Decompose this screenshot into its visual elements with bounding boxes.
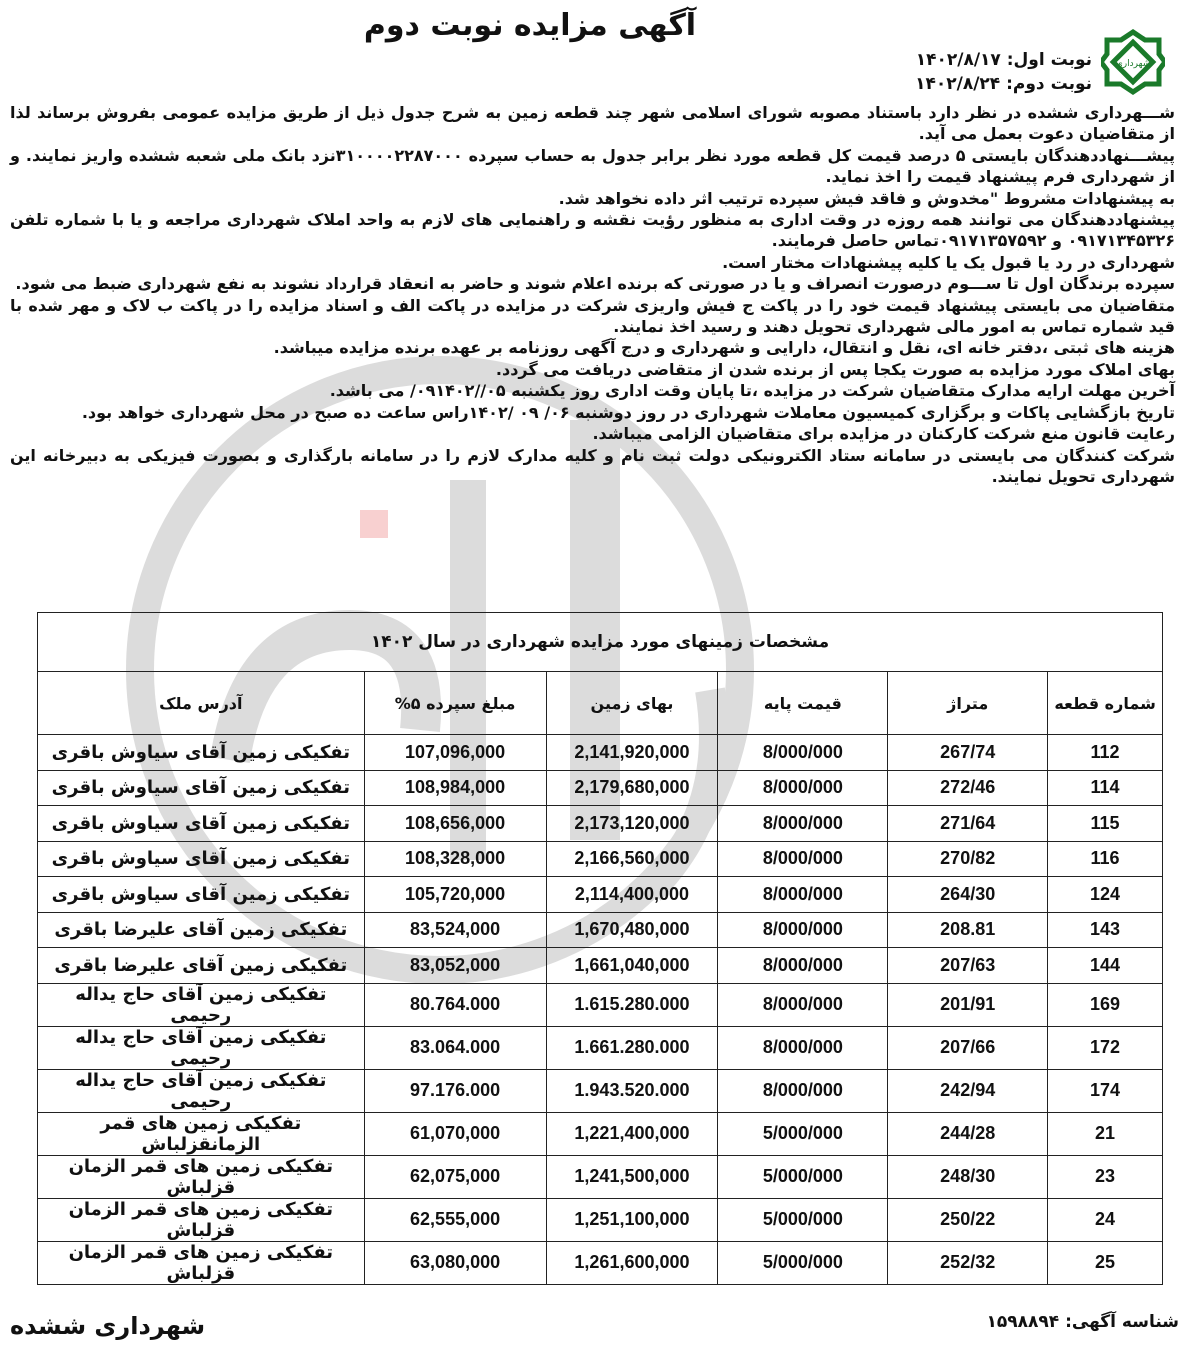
- cell-land-price: 1,261,600,000: [546, 1241, 718, 1284]
- municipality-logo: [1101, 26, 1165, 96]
- signature: شهرداری ششده: [10, 1312, 206, 1340]
- cell-deposit: 83,524,000: [364, 912, 546, 948]
- table-row: [38, 1026, 1163, 1069]
- cell-address: تفکیکی زمین آقای سیاوش باقری: [38, 770, 365, 806]
- cell-area: 208.81: [888, 912, 1048, 948]
- cell-deposit: 80.764.000: [364, 983, 546, 1026]
- cell-plot-number: 124: [1048, 877, 1163, 913]
- cell-deposit: 63,080,000: [364, 1241, 546, 1284]
- cell-plot-number: 112: [1048, 735, 1163, 771]
- second-round-date: نوبت دوم: ۱۴۰۲/۸/۲۴: [915, 74, 1092, 94]
- cell-deposit: 62,555,000: [364, 1198, 546, 1241]
- header-base-price: قیمت پایه: [718, 672, 888, 735]
- cell-address: تفکیکی زمین های قمر الزمان قزلباش: [38, 1198, 365, 1241]
- cell-base-price: 8/000/000: [718, 877, 888, 913]
- cell-area: 242/94: [888, 1069, 1048, 1112]
- cell-land-price: 1.943.520.000: [546, 1069, 718, 1112]
- table-row: [38, 1198, 1163, 1241]
- header-address: آدرس ملک: [38, 672, 365, 735]
- cell-base-price: 5/000/000: [718, 1198, 888, 1241]
- cell-deposit: 108,984,000: [364, 770, 546, 806]
- table-row: [38, 948, 1163, 984]
- cell-plot-number: 172: [1048, 1026, 1163, 1069]
- cell-deposit: 62,075,000: [364, 1155, 546, 1198]
- table-row: [38, 912, 1163, 948]
- cell-land-price: 2,179,680,000: [546, 770, 718, 806]
- header-deposit: مبلغ سپرده ۵%: [364, 672, 546, 735]
- cell-base-price: 5/000/000: [718, 1155, 888, 1198]
- cell-area: 201/91: [888, 983, 1048, 1026]
- svg-text:شهرداری: شهرداری: [1115, 59, 1151, 69]
- cell-base-price: 8/000/000: [718, 735, 888, 771]
- cell-land-price: 2,173,120,000: [546, 806, 718, 842]
- cell-plot-number: 144: [1048, 948, 1163, 984]
- table-row: [38, 1112, 1163, 1155]
- cell-area: 267/74: [888, 735, 1048, 771]
- cell-area: 252/32: [888, 1241, 1048, 1284]
- cell-deposit: 97.176.000: [364, 1069, 546, 1112]
- cell-address: تفکیکی زمین آقای حاج یداله رحیمی: [38, 983, 365, 1026]
- table-caption: مشخصات زمینهای مورد مزایده شهرداری در سال ۱۴۰۲: [38, 613, 1163, 672]
- municipality-logo-icon: [1101, 26, 1165, 96]
- paragraph: متقاضیان می بایستی پیشنهاد قیمت خود را در پاکت ج فیش واریزی شرکت در مزایده در پاکت الف و اسناد مزایده را در پاکت ب لاک و مهر شده با قید شماره تماس به امور مالی شهرداری تحویل دهند و رسید اخذ نمایند.: [10, 295, 1175, 337]
- header-plot-number: شماره قطعه: [1048, 672, 1163, 735]
- cell-address: تفکیکی زمین آقای سیاوش باقری: [38, 806, 365, 842]
- paragraph: شرکت کنندگان می بایستی در سامانه ستاد الکترونیکی دولت ثبت نام و کلیه مدارک لازم را در سامانه بارگذاری و بصورت فیزیکی به دبیرخانه این شهرداری تحویل نمایند.: [10, 445, 1175, 486]
- cell-deposit: 107,096,000: [364, 735, 546, 771]
- land-table: [37, 612, 1163, 1285]
- cell-deposit: 83.064.000: [364, 1026, 546, 1069]
- cell-area: 271/64: [888, 806, 1048, 842]
- cell-land-price: 2,166,560,000: [546, 841, 718, 877]
- cell-plot-number: 115: [1048, 806, 1163, 842]
- paragraph: رعایت قانون منع شرکت کارکنان در مزایده برای متقاضیان الزامی میباشد.: [592, 424, 1175, 444]
- cell-base-price: 5/000/000: [718, 1241, 888, 1284]
- table-row: [38, 983, 1163, 1026]
- paragraph: تاریخ بازگشایی پاکات و برگزاری کمیسیون معاملات شهرداری در روز دوشنبه ۰۶/ ۰۹ /۱۴۰۲راس ساعت ده صبح در محل شهرداری خواهد بود.: [81, 402, 1175, 422]
- cell-area: 248/30: [888, 1155, 1048, 1198]
- cell-base-price: 8/000/000: [718, 983, 888, 1026]
- notice-body: [10, 102, 1175, 487]
- cell-land-price: 1.615.280.000: [546, 983, 718, 1026]
- cell-address: تفکیکی زمین آقای علیرضا باقری: [38, 948, 365, 984]
- paragraph: پیشـــنهاددهندگان بایستی ۵ درصد قیمت کل قطعه مورد نظر برابر جدول به حساب سپرده ۳۱۰۰۰۰۲۲۸۷۰۰۰نزد بانک ملی شعبه ششده واریز نمایند. و از شهرداری فرم پیشنهاد قیمت را اخذ نماید.: [10, 145, 1176, 187]
- cell-area: 264/30: [888, 877, 1048, 913]
- paragraph: شهرداری در رد یا قبول یک یا کلیه پیشنهادات مختار است.: [722, 252, 1175, 272]
- cell-deposit: 61,070,000: [364, 1112, 546, 1155]
- table-row: [38, 735, 1163, 771]
- ad-id: شناسه آگهی: ۱۵۹۸۸۹۴: [986, 1312, 1179, 1332]
- cell-plot-number: 174: [1048, 1069, 1163, 1112]
- cell-address: تفکیکی زمین آقای علیرضا باقری: [38, 912, 365, 948]
- cell-area: 250/22: [888, 1198, 1048, 1241]
- table-header-row: [38, 672, 1163, 735]
- cell-area: 244/28: [888, 1112, 1048, 1155]
- cell-land-price: 1,251,100,000: [546, 1198, 718, 1241]
- table-row: [38, 1069, 1163, 1112]
- cell-base-price: 8/000/000: [718, 806, 888, 842]
- cell-plot-number: 169: [1048, 983, 1163, 1026]
- paragraph: هزینه های ثبتی ،دفتر خانه ای، نقل و انتقال، دارایی و شهرداری و درج آگهی روزنامه بر عهده برنده مزایده میباشد.: [273, 338, 1175, 358]
- header-area: متراژ: [888, 672, 1048, 735]
- cell-address: تفکیکی زمین های قمر الزمانقزلباش: [38, 1112, 365, 1155]
- cell-land-price: 1,241,500,000: [546, 1155, 718, 1198]
- cell-deposit: 108,328,000: [364, 841, 546, 877]
- cell-land-price: 1,670,480,000: [546, 912, 718, 948]
- cell-address: تفکیکی زمین آقای سیاوش باقری: [38, 841, 365, 877]
- paragraph: شـــهرداری ششده در نظر دارد باستناد مصوبه شورای اسلامی شهر چند قطعه زمین به شرح جدول ذیل از طریق مزایده عمومی بفروش برساند لذا از متقاضیان دعوت بعمل می آید.: [10, 103, 1175, 144]
- cell-plot-number: 25: [1048, 1241, 1163, 1284]
- cell-land-price: 1,221,400,000: [546, 1112, 718, 1155]
- cell-plot-number: 23: [1048, 1155, 1163, 1198]
- cell-area: 272/46: [888, 770, 1048, 806]
- cell-plot-number: 114: [1048, 770, 1163, 806]
- round-dates: [915, 48, 1092, 96]
- cell-deposit: 105,720,000: [364, 877, 546, 913]
- cell-address: تفکیکی زمین آقای حاج یداله رحیمی: [38, 1026, 365, 1069]
- cell-base-price: 8/000/000: [718, 912, 888, 948]
- cell-address: تفکیکی زمین های قمر الزمان قزلباش: [38, 1155, 365, 1198]
- notice-title: آگهی مزایده نوبت دوم: [363, 8, 697, 43]
- cell-area: 207/66: [888, 1026, 1048, 1069]
- first-round-date: نوبت اول: ۱۴۰۲/۸/۱۷: [915, 50, 1092, 70]
- cell-deposit: 83,052,000: [364, 948, 546, 984]
- table-row: [38, 770, 1163, 806]
- cell-address: تفکیکی زمین آقای حاج یداله رحیمی: [38, 1069, 365, 1112]
- table-row: [38, 877, 1163, 913]
- cell-base-price: 8/000/000: [718, 1069, 888, 1112]
- table-row: [38, 841, 1163, 877]
- table-row: [38, 1155, 1163, 1198]
- cell-area: 207/63: [888, 948, 1048, 984]
- table-row: [38, 806, 1163, 842]
- cell-land-price: 2,114,400,000: [546, 877, 718, 913]
- cell-plot-number: 143: [1048, 912, 1163, 948]
- cell-base-price: 8/000/000: [718, 770, 888, 806]
- paragraph: بهای املاک مورد مزایده به صورت یکجا پس از برنده شدن از متقاضی دریافت می گردد.: [495, 359, 1175, 379]
- cell-base-price: 8/000/000: [718, 1026, 888, 1069]
- cell-land-price: 1,661,040,000: [546, 948, 718, 984]
- cell-land-price: 2,141,920,000: [546, 735, 718, 771]
- cell-plot-number: 21: [1048, 1112, 1163, 1155]
- cell-land-price: 1.661.280.000: [546, 1026, 718, 1069]
- cell-plot-number: 116: [1048, 841, 1163, 877]
- cell-address: تفکیکی زمین های قمر الزمان قزلباش: [38, 1241, 365, 1284]
- cell-address: تفکیکی زمین آقای سیاوش باقری: [38, 877, 365, 913]
- paragraph: سپرده برندگان اول تا ســـوم درصورت انصراف و یا در صورتی که برنده اعلام شوند و حاضر به انعقاد قرارداد نشوند به نفع شهرداری ضبط می شود.: [15, 274, 1175, 294]
- paragraph: آخرین مهلت ارایه مدارک متقاضیان شرکت در مزایده ،تا پایان وقت اداری روز یکشنبه ۰۵//۰۹۱۴۰۲/ می باشد.: [329, 381, 1175, 401]
- land-table-container: [37, 612, 1163, 1285]
- paragraph: به پیشنهادات مشروط "مخدوش و فاقد فیش سپرده ترتیب اثر داده نخواهد شد.: [558, 188, 1175, 208]
- cell-plot-number: 24: [1048, 1198, 1163, 1241]
- cell-base-price: 8/000/000: [718, 841, 888, 877]
- header-land-price: بهای زمین: [546, 672, 718, 735]
- table-row: [38, 1241, 1163, 1284]
- cell-address: تفکیکی زمین آقای سیاوش باقری: [38, 735, 365, 771]
- cell-base-price: 5/000/000: [718, 1112, 888, 1155]
- cell-area: 270/82: [888, 841, 1048, 877]
- cell-base-price: 8/000/000: [718, 948, 888, 984]
- paragraph: پیشنهاددهندگان می توانند همه روزه در وقت اداری به منظور رؤیت نقشه و راهنمایی های لازم به واحد املاک شهرداری مراجعه و یا با شماره تلفن ۰۹۱۷۱۳۴۵۳۲۶ و ۰۹۱۷۱۳۵۷۵۹۲تماس حاصل فرمایند.: [10, 210, 1175, 251]
- cell-deposit: 108,656,000: [364, 806, 546, 842]
